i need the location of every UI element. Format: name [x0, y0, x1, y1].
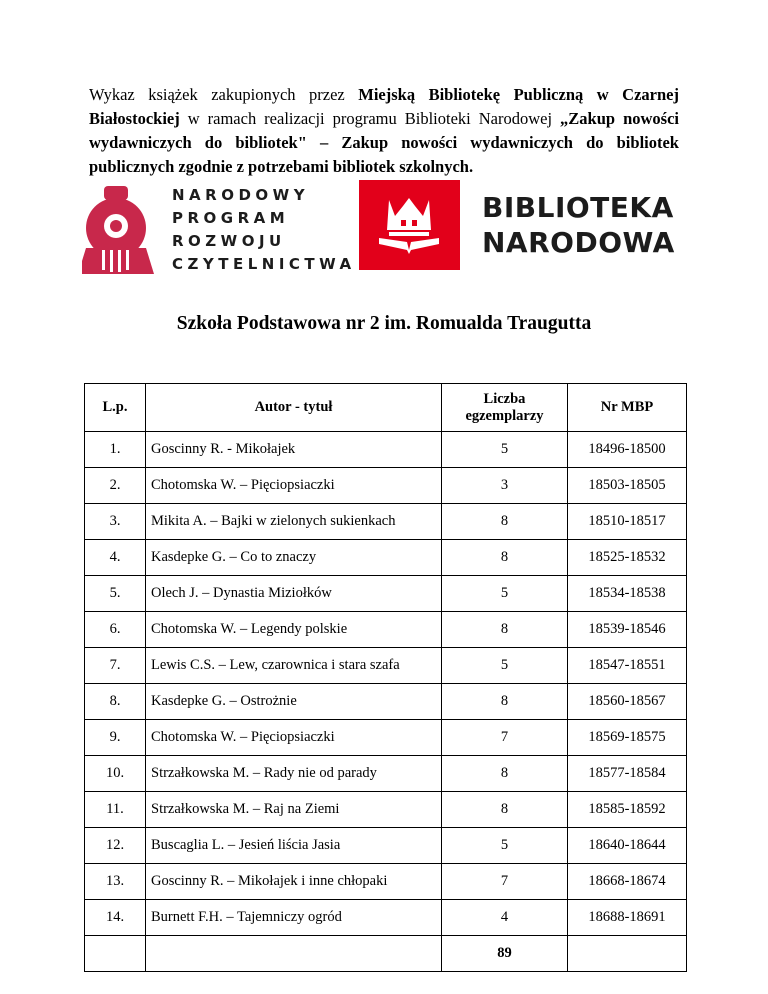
school-title: Szkoła Podstawowa nr 2 im. Romualda Traugutta — [176, 313, 592, 334]
row-lp: 5. — [85, 576, 146, 612]
intro-text-2: w ramach realizacji programu Biblioteki Narodowej — [179, 109, 561, 128]
row-count: 8 — [442, 792, 568, 828]
row-title: Strzałkowska M. – Rady nie od parady — [146, 756, 442, 792]
library-name: Miejską Bibliotekę Publiczną w Czarnej Białostockiej — [89, 85, 679, 128]
row-lp: 8. — [85, 684, 146, 720]
header-count — [442, 384, 568, 432]
row-count: 5 — [442, 576, 568, 612]
row-title: Goscinny R. – Mikołajek i inne chłopaki — [146, 864, 442, 900]
row-mbp: 18585-18592 — [568, 792, 687, 828]
total-row — [85, 936, 687, 972]
row-count: 8 — [442, 612, 568, 648]
row-count: 5 — [442, 432, 568, 468]
row-lp: 10. — [85, 756, 146, 792]
nprc-line: ROZWOJU — [172, 232, 286, 250]
table-row — [85, 432, 687, 468]
row-lp: 6. — [85, 612, 146, 648]
nprc-logo-text — [172, 184, 356, 276]
row-lp: 13. — [85, 864, 146, 900]
table-row — [85, 684, 687, 720]
table-row — [85, 864, 687, 900]
row-lp: 9. — [85, 720, 146, 756]
nprc-line: PROGRAM — [172, 209, 290, 227]
header-count-line2: egzemplarzy — [465, 407, 544, 424]
row-lp: 12. — [85, 828, 146, 864]
row-mbp: 18668-18674 — [568, 864, 687, 900]
row-title: Olech J. – Dynastia Miziołków — [146, 576, 442, 612]
biblioteka-narodowa-text — [482, 190, 675, 260]
row-count: 4 — [442, 900, 568, 936]
row-count: 7 — [442, 720, 568, 756]
table-header-row — [85, 384, 687, 432]
row-mbp: 18539-18546 — [568, 612, 687, 648]
row-lp: 7. — [85, 648, 146, 684]
table-row — [85, 720, 687, 756]
row-mbp: 18569-18575 — [568, 720, 687, 756]
row-count: 5 — [442, 648, 568, 684]
table-body — [85, 432, 687, 936]
table-row — [85, 576, 687, 612]
row-lp: 3. — [85, 504, 146, 540]
row-count: 5 — [442, 828, 568, 864]
row-title: Strzałkowska M. – Raj na Ziemi — [146, 792, 442, 828]
row-lp: 4. — [85, 540, 146, 576]
table-row — [85, 900, 687, 936]
row-title: Goscinny R. - Mikołajek — [146, 432, 442, 468]
crown-book-icon — [359, 180, 460, 270]
total-empty-cell — [568, 936, 687, 972]
row-count: 3 — [442, 468, 568, 504]
row-title: Kasdepke G. – Ostrożnie — [146, 684, 442, 720]
row-title: Kasdepke G. – Co to znaczy — [146, 540, 442, 576]
row-mbp: 18534-18538 — [568, 576, 687, 612]
nprc-line: CZYTELNICTWA — [172, 255, 356, 273]
table-row — [85, 468, 687, 504]
header-lp: L.p. — [85, 384, 146, 432]
row-count: 8 — [442, 540, 568, 576]
books-table — [84, 383, 687, 972]
row-count: 8 — [442, 684, 568, 720]
row-mbp: 18688-18691 — [568, 900, 687, 936]
row-count: 7 — [442, 864, 568, 900]
locomotive-icon — [82, 186, 154, 274]
row-title: Mikita A. – Bajki w zielonych sukienkach — [146, 504, 442, 540]
total-count: 89 — [442, 936, 568, 972]
row-mbp: 18640-18644 — [568, 828, 687, 864]
program-name: „Zakup nowości wydawniczych do bibliotek" – Zakup nowości wydawniczych do bibliotek publicznych zgodnie z potrzebami bibliotek szkolnych. — [89, 109, 679, 176]
row-title: Chotomska W. – Pięciopsiaczki — [146, 468, 442, 504]
row-title: Burnett F.H. – Tajemniczy ogród — [146, 900, 442, 936]
row-mbp: 18547-18551 — [568, 648, 687, 684]
header-title: Autor - tytuł — [146, 384, 442, 432]
table-row — [85, 828, 687, 864]
row-title: Buscaglia L. – Jesień liścia Jasia — [146, 828, 442, 864]
row-lp: 11. — [85, 792, 146, 828]
row-mbp: 18510-18517 — [568, 504, 687, 540]
row-mbp: 18560-18567 — [568, 684, 687, 720]
table-row — [85, 540, 687, 576]
table-row — [85, 756, 687, 792]
row-count: 8 — [442, 504, 568, 540]
row-title: Chotomska W. – Pięciopsiaczki — [146, 720, 442, 756]
row-title: Chotomska W. – Legendy polskie — [146, 612, 442, 648]
bn-line: BIBLIOTEKA — [482, 191, 674, 224]
row-count: 8 — [442, 756, 568, 792]
intro-text-1: Wykaz książek zakupionych przez — [89, 85, 359, 104]
intro-paragraph — [89, 83, 679, 179]
row-title: Lewis C.S. – Lew, czarownica i stara szafa — [146, 648, 442, 684]
row-mbp: 18525-18532 — [568, 540, 687, 576]
nprc-line: NARODOWY — [172, 186, 310, 204]
total-empty-cell — [85, 936, 146, 972]
row-lp: 1. — [85, 432, 146, 468]
row-mbp: 18577-18584 — [568, 756, 687, 792]
row-mbp: 18496-18500 — [568, 432, 687, 468]
row-lp: 14. — [85, 900, 146, 936]
table-row — [85, 612, 687, 648]
table-row — [85, 648, 687, 684]
header-count-line1: Liczba — [483, 390, 526, 407]
table-row — [85, 504, 687, 540]
bn-line: NARODOWA — [482, 226, 675, 259]
header-mbp: Nr MBP — [568, 384, 687, 432]
biblioteka-narodowa-emblem — [359, 180, 460, 270]
row-mbp: 18503-18505 — [568, 468, 687, 504]
table-row — [85, 792, 687, 828]
row-lp: 2. — [85, 468, 146, 504]
total-empty-cell — [146, 936, 442, 972]
